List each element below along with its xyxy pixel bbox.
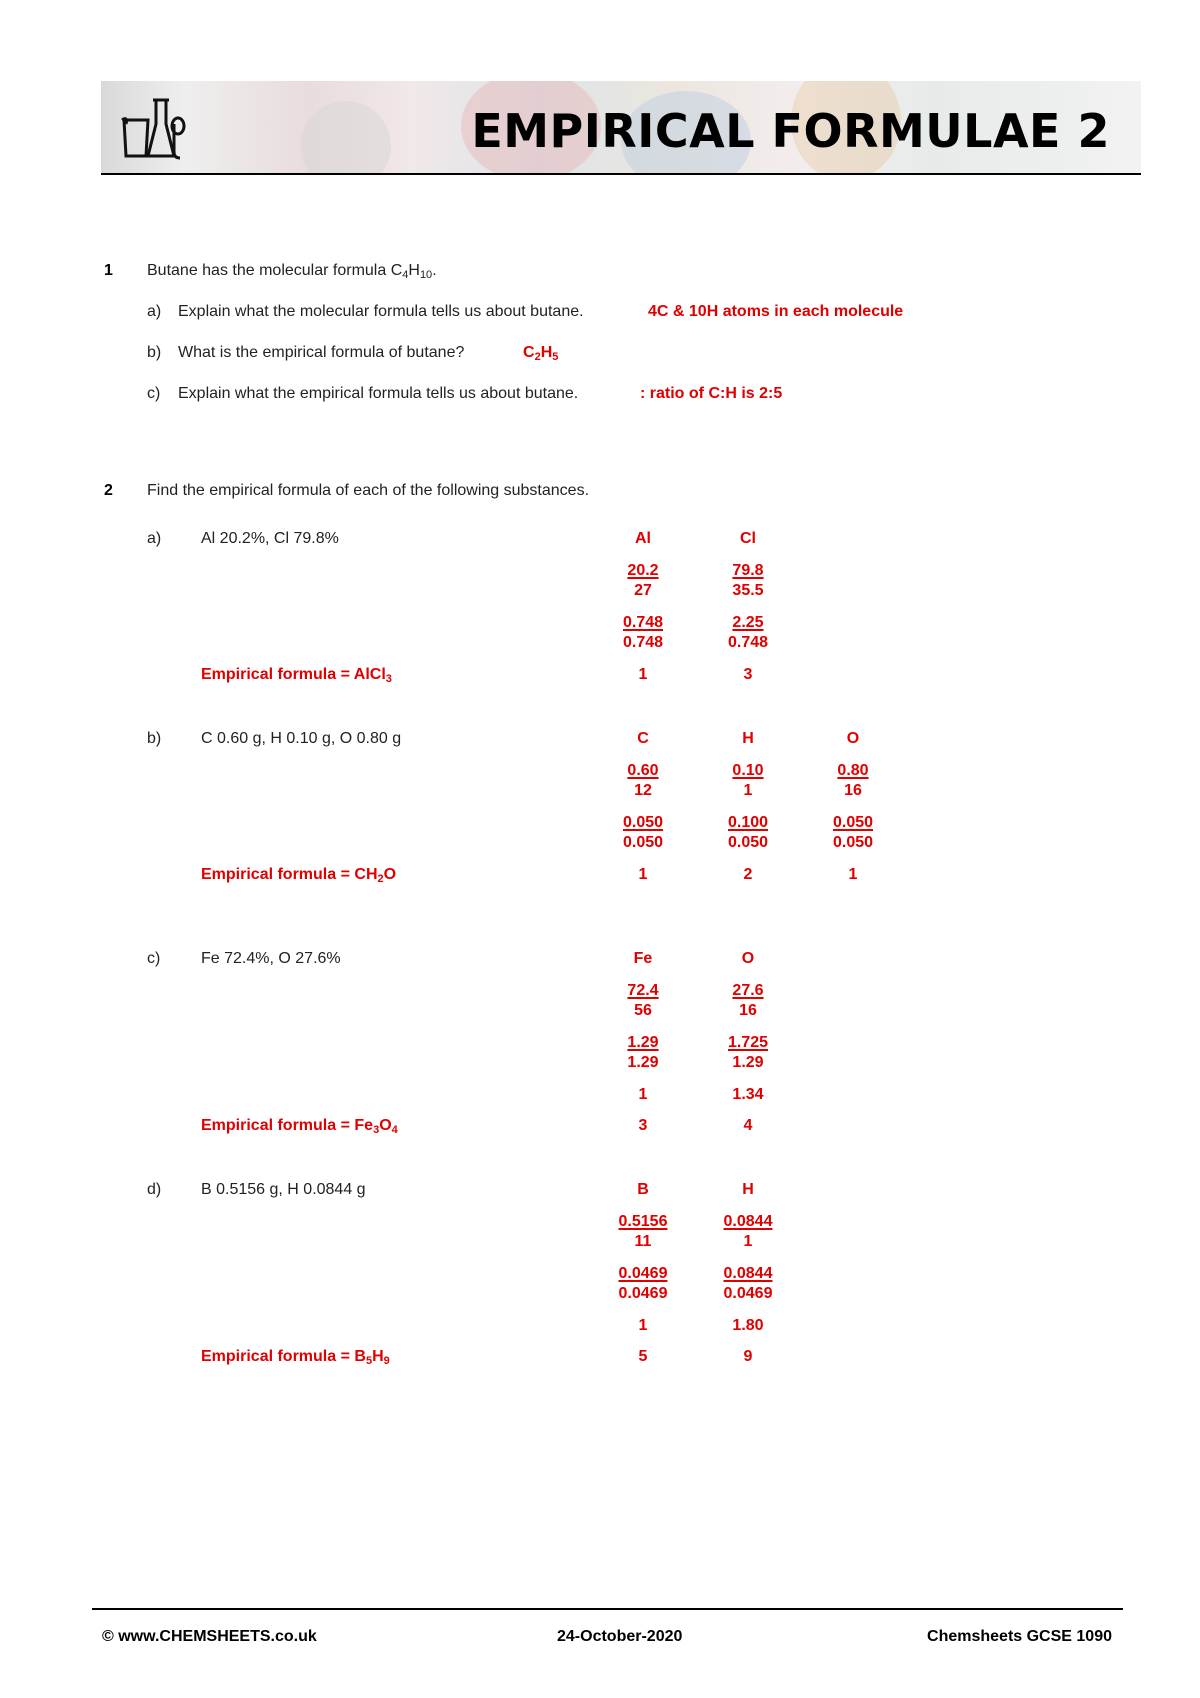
q2a-denominator-1: 27 [634,582,652,599]
q1c-text: Explain what the empirical formula tells us about butane. [178,385,579,402]
q2a-numerator-1: 20.2 [627,562,659,579]
q2d-denominator-2: 0.0469 [723,1285,773,1302]
q2b-result: Empirical formula = $CH_2O$ [201,866,397,885]
q2d-mole-ratio: 1.80 [732,1317,764,1334]
question-1-number: 1 [104,262,113,279]
q2a-denominator-1: 35.5 [732,582,764,599]
q2a-numerator-1: 79.8 [732,562,764,579]
q2c-denominator-2: 1.29 [732,1054,764,1071]
q2c-element: O [741,950,755,967]
q2d-ratio: 9 [743,1348,753,1365]
question-2-text: Find the empirical formula of each of the following substances. [147,482,590,499]
footer-code: Chemsheets GCSE 1090 [927,1628,1112,1645]
q2c-numerator-1: 72.4 [627,982,659,999]
q2c-denominator-1: 56 [634,1002,652,1019]
q2c-ratio: 4 [743,1117,753,1134]
q2a-result: Empirical formula = AlCl$_3$ [201,666,392,685]
q2b-denominator-2: 0.050 [832,834,874,851]
q2b-denominator-1: 12 [634,782,652,799]
q2c-numerator-2: 1.29 [627,1034,659,1051]
q2c-ratio: 3 [638,1117,648,1134]
q2b-denominator-2: 0.050 [622,834,664,851]
q2a-given: Al 20.2%, Cl 79.8% [201,530,339,547]
footer-date: 24-October-2020 [557,1628,683,1645]
q2a-numerator-2: 2.25 [732,614,764,631]
q2d-element: H [742,1181,754,1198]
q1a-answer: 4C & 10H atoms in each molecule [648,303,904,320]
q2c-denominator-1: 16 [739,1002,757,1019]
q1b-text: What is the empirical formula of butane? [178,344,465,361]
q2a-ratio: 1 [638,666,648,683]
q2d-denominator-1: 11 [634,1233,652,1250]
q1c-label: c) [147,385,161,402]
q1b-label: b) [147,344,162,361]
q1a-label: a) [147,303,162,320]
q2c-result: Empirical formula = $Fe_3O_4$ [201,1117,398,1136]
question-2-number: 2 [104,482,113,499]
q2c-denominator-2: 1.29 [627,1054,659,1071]
q2c-given: Fe 72.4%, O 27.6% [201,950,341,967]
q1b-answer: $C_2H_5$ [523,344,559,363]
q2d-denominator-2: 0.0469 [618,1285,668,1302]
q2a-label: a) [147,530,162,547]
q2d-given: B 0.5156 g, H 0.0844 g [201,1181,366,1198]
q2b-ratio: 1 [638,866,648,883]
q2b-numerator-1: 0.80 [837,762,869,779]
q2a-denominator-2: 0.748 [727,634,769,651]
q2a-numerator-2: 0.748 [622,614,664,631]
header-rule [101,173,1141,175]
q2d-numerator-2: 0.0844 [723,1265,773,1282]
q1a-text: Explain what the molecular formula tells us about butane. [178,303,584,320]
q2b-label: b) [147,730,162,747]
q2b-numerator-1: 0.10 [732,762,764,779]
q2b-ratio: 1 [848,866,858,883]
q2d-denominator-1: 1 [743,1233,753,1250]
q2b-denominator-1: 16 [844,782,862,799]
q2c-numerator-1: 27.6 [732,982,764,999]
q2d-result: Empirical formula = $B_5H_9$ [201,1348,390,1367]
footer-website: © www.CHEMSHEETS.co.uk [102,1628,317,1645]
q2c-element: Fe [633,950,653,967]
q2b-numerator-2: 0.050 [622,814,664,831]
q2b-given: C 0.60 g, H 0.10 g, O 0.80 g [201,730,402,747]
q2d-label: d) [147,1181,162,1198]
q1c-answer: : ratio of C:H is 2:5 [640,385,783,402]
q2b-element: C [637,730,649,747]
lab-glassware-icon [118,94,190,166]
q2d-mole-ratio: 1 [638,1317,648,1334]
q2b-element: O [846,730,860,747]
q2d-ratio: 5 [638,1348,648,1365]
q2b-numerator-2: 0.100 [727,814,769,831]
q2c-mole-ratio: 1.34 [732,1086,764,1103]
page-title: EMPIRICAL FORMULAE 2 [471,104,1110,158]
q2c-numerator-2: 1.725 [727,1034,769,1051]
question-1-text: Butane has the molecular formula $C_4H_{10}$. [147,262,437,281]
q2b-element: H [742,730,754,747]
q2b-denominator-2: 0.050 [727,834,769,851]
q2a-ratio: 3 [743,666,753,683]
q2c-label: c) [147,950,161,967]
q2c-mole-ratio: 1 [638,1086,648,1103]
q2b-ratio: 2 [743,866,753,883]
q2d-numerator-2: 0.0469 [618,1265,668,1282]
q2a-element: Al [635,530,651,547]
q2b-denominator-1: 1 [743,782,753,799]
q2b-numerator-2: 0.050 [832,814,874,831]
q2d-element: B [637,1181,649,1198]
q2b-numerator-1: 0.60 [627,762,659,779]
q2d-numerator-1: 0.0844 [723,1213,773,1230]
q2d-numerator-1: 0.5156 [618,1213,668,1230]
q2a-denominator-2: 0.748 [622,634,664,651]
q2a-element: Cl [740,530,756,547]
footer-rule [92,1608,1123,1610]
